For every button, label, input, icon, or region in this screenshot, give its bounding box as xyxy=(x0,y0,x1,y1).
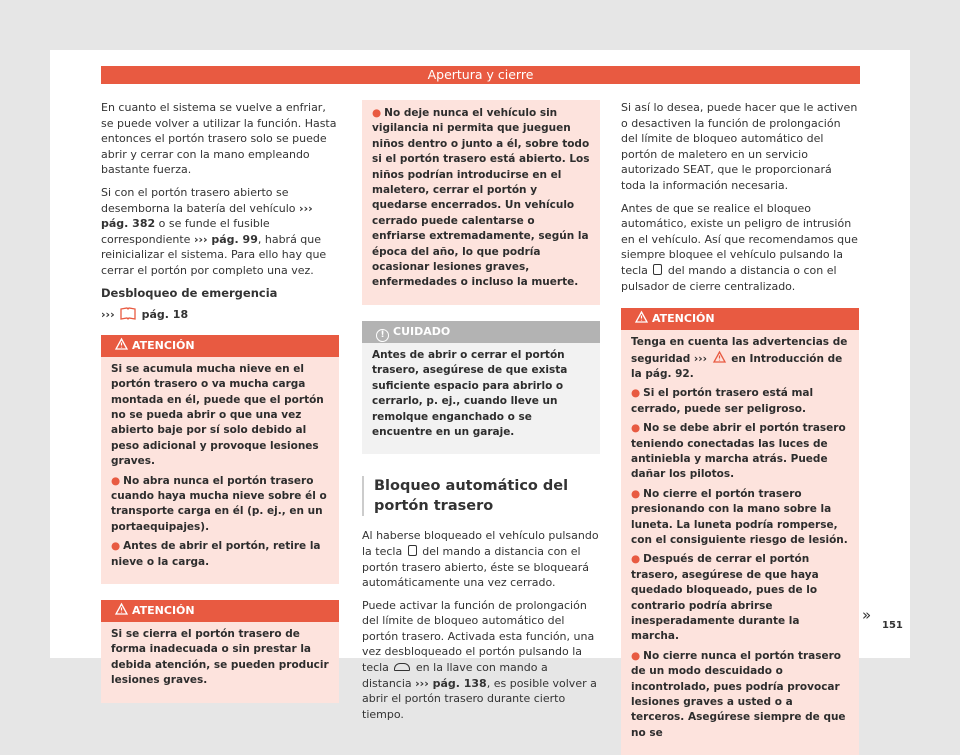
bullet-icon: ● xyxy=(631,649,641,662)
page-header: Apertura y cierre xyxy=(101,66,860,84)
warning-triangle-icon xyxy=(635,311,648,323)
warning-triangle-icon xyxy=(115,603,128,615)
continue-marker: » xyxy=(862,606,872,624)
warning-body xyxy=(362,100,600,305)
warning-list-item: ● No abra nunca el portón trasero cuando haya mucha nieve sobre él o transporte carga en él (p. ej., en un portaequipajes). xyxy=(111,474,327,533)
paragraph: En cuanto el sistema se vuelve a enfriar, se puede volver a utilizar la función. Hasta entonces el portón trasero solo se puede abrir y cerrar con la mano empleando bastante fuerza. xyxy=(101,101,337,177)
paragraph: Antes de que se realice el bloqueo automático, existe un peligro de intrusión en el vehículo. Así que recomendamos que siempre bloquee el vehículo pulsando la tecla del mando a distancia o con el pulsador de cierre centralizado. xyxy=(621,201,858,293)
page-reference-link[interactable]: ››› pág. 382 xyxy=(101,201,313,231)
caution-header: ! CUIDADO xyxy=(362,321,600,343)
warning-text: Si se acumula mucha nieve en el portón trasero o va mucha carga montada en él, puede que el portón no se pueda abrir o que una vez abierto baje por sí solo debido al peso adicional y provoque lesiones graves. xyxy=(111,362,324,468)
warning-list-item: ● No cierre el portón trasero presionando con la mano sobre la luneta. La luneta podría romperse, con el consiguiente riesgo de lesión. xyxy=(631,487,848,546)
column-3 xyxy=(621,100,859,755)
page-reference-link[interactable]: ››› pág. 138 xyxy=(415,676,487,690)
bullet-icon: ● xyxy=(631,422,641,435)
bullet-icon: ● xyxy=(111,474,121,487)
column-1 xyxy=(101,100,339,703)
warning-text: Tenga en cuenta las advertencias de seguridad ››› en Introducción de la pág. 92. xyxy=(631,336,848,380)
bullet-icon: ● xyxy=(631,387,641,400)
warning-body xyxy=(101,357,339,584)
caution-box xyxy=(362,321,600,454)
page-number: 151 xyxy=(882,620,903,631)
warning-box xyxy=(101,335,339,584)
warning-list-item: ● No se debe abrir el portón trasero teniendo conectadas las luces de antiniebla y marcha atrás. Puede dañar los pilotos. xyxy=(631,422,846,481)
warning-triangle-icon xyxy=(713,351,726,363)
warning-body xyxy=(621,330,859,755)
page-reference-link[interactable]: ››› pág. 99 xyxy=(193,232,258,246)
section-title: Bloqueo automático del portón trasero xyxy=(362,476,600,516)
figure-reference[interactable]: ››› pág. 18 xyxy=(101,308,189,322)
warning-list-item: ● No deje nunca el vehículo sin vigilancia ni permita que jueguen niños dentro o junto a él, sobre todo si el portón trasero está abierto. Los niños podrían introducirse en el maletero, cerrar el portón y quedarse encerrados. Un vehículo cerrado puede calentarse o enfriarse extremadamente, según la época del año, lo que podría ocasionar lesiones graves, enfermedades o incluso la muerte. xyxy=(372,107,590,289)
bullet-icon: ● xyxy=(111,540,121,553)
paragraph: Si así lo desea, puede hacer que le activen o desactiven la función de prolongación del límite de bloqueo automático del portón de maletero en un servicio autorizado SEAT, que le proporcionará toda la información necesaria. xyxy=(621,101,858,192)
warning-box-continued xyxy=(362,100,600,305)
caution-body xyxy=(362,343,600,454)
caution-text: Antes de abrir o cerrar el portón trasero, asegúrese de que exista suficiente espacio para abrirlo o cerrarlo, p. ej., cuando lleve un remolque enganchado o se encuentre en un garaje. xyxy=(372,348,568,438)
bullet-icon: ● xyxy=(631,553,641,566)
info-icon: ! xyxy=(376,329,389,342)
warning-header: ATENCIÓN xyxy=(101,335,339,357)
warning-list-item: ● No cierre nunca el portón trasero de un modo descuidado o incontrolado, pues podría provocar lesiones graves a usted o a terceros. Asegúrese siempre de que no se xyxy=(631,649,846,739)
warning-text: Si se cierra el portón trasero de forma inadecuada o sin prestar la debida atención, se pueden producir lesiones graves. xyxy=(111,628,329,687)
warning-list-item: ● Después de cerrar el portón trasero, asegúrese de que haya quedado bloqueado, pues de lo contrario podría abrirse inesperadamente durante la marcha. xyxy=(631,553,819,643)
lock-key-icon xyxy=(653,264,662,275)
book-icon xyxy=(120,307,136,320)
bullet-icon: ● xyxy=(631,487,641,500)
manual-page xyxy=(50,50,910,739)
warning-box xyxy=(101,600,339,703)
paragraph: Si con el portón trasero abierto se desemborna la batería del vehículo ››› pág. 382 o se funde el fusible correspondiente ››› pág. 99, habrá que reinicializar el sistema. Para ello hay que cerrar el portón por completo una vez. xyxy=(101,185,327,277)
paragraph: Puede activar la función de prolongación del límite de bloqueo automático del portón trasero. Activada esta función, una vez desbloqueado el portón pulsando la tecla en la llave con mando a distancia ››› pág. 138, es posible volver a abrir el portón trasero durante cierto tiempo. xyxy=(362,598,597,721)
subheading: Desbloqueo de emergencia xyxy=(101,285,278,300)
warning-triangle-icon xyxy=(115,338,128,350)
warning-box xyxy=(621,308,859,755)
column-2 xyxy=(362,100,600,729)
warning-list-item: ● Si el portón trasero está mal cerrado, puede ser peligroso. xyxy=(631,387,814,415)
warning-header: ATENCIÓN xyxy=(621,308,859,330)
warning-body xyxy=(101,622,339,703)
paragraph: Al haberse bloqueado el vehículo pulsando la tecla del mando a distancia con el portón trasero abierto, éste se bloqueará automáticamente una vez cerrado. xyxy=(362,529,599,590)
warning-header: ATENCIÓN xyxy=(101,600,339,622)
lock-key-icon xyxy=(408,545,417,556)
bullet-icon: ● xyxy=(372,107,382,119)
trunk-key-icon xyxy=(394,663,410,671)
warning-list-item: ● Antes de abrir el portón, retire la nieve o la carga. xyxy=(111,540,321,568)
